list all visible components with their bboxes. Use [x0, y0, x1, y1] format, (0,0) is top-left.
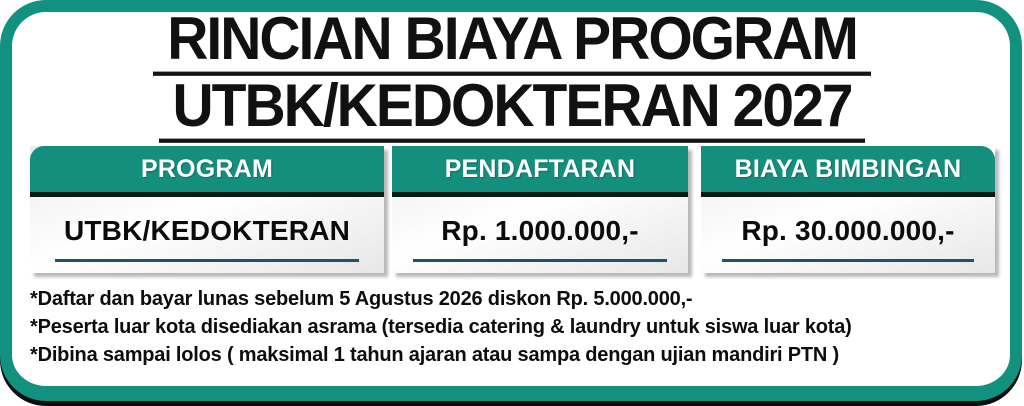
page-title — [0, 4, 1024, 140]
column-header-pendaftaran: PENDAFTARAN — [392, 146, 688, 197]
biaya-bimbingan-value-underline — [722, 259, 975, 262]
fee-table — [30, 146, 995, 273]
biaya-bimbingan-cell — [701, 197, 995, 273]
biaya-bimbingan-value: Rp. 30.000.000,- — [741, 215, 955, 246]
column-card-program — [30, 146, 384, 273]
page-title-line-1: RINCIAN BIAYA PROGRAM — [153, 8, 871, 76]
page-title-line-2: UTBK/KEDOKTERAN 2027 — [159, 75, 866, 143]
column-card-pendaftaran — [392, 146, 688, 273]
note-asrama: *Peserta luar kota disediakan asrama (tersedia catering & laundry untuk siswa luar kota) — [30, 316, 852, 338]
column-header-biaya-bimbingan: BIAYA BIMBINGAN — [701, 146, 995, 197]
note-discount: *Daftar dan bayar lunas sebelum 5 Agustus 2026 diskon Rp. 5.000.000,- — [30, 288, 693, 310]
column-card-biaya-bimbingan — [701, 146, 995, 273]
pendaftaran-value: Rp. 1.000.000,- — [441, 215, 639, 246]
note-dibina: *Dibina sampai lolos ( maksimal 1 tahun ajaran atau sampa dengan ujian mandiri PTN ) — [30, 344, 839, 366]
program-value: UTBK/KEDOKTERAN — [63, 215, 351, 246]
program-cell — [30, 197, 384, 273]
pendaftaran-cell — [392, 197, 688, 273]
column-header-program: PROGRAM — [30, 146, 384, 197]
footnotes — [30, 285, 1010, 369]
pendaftaran-value-underline — [413, 259, 668, 262]
program-value-underline — [55, 259, 359, 262]
